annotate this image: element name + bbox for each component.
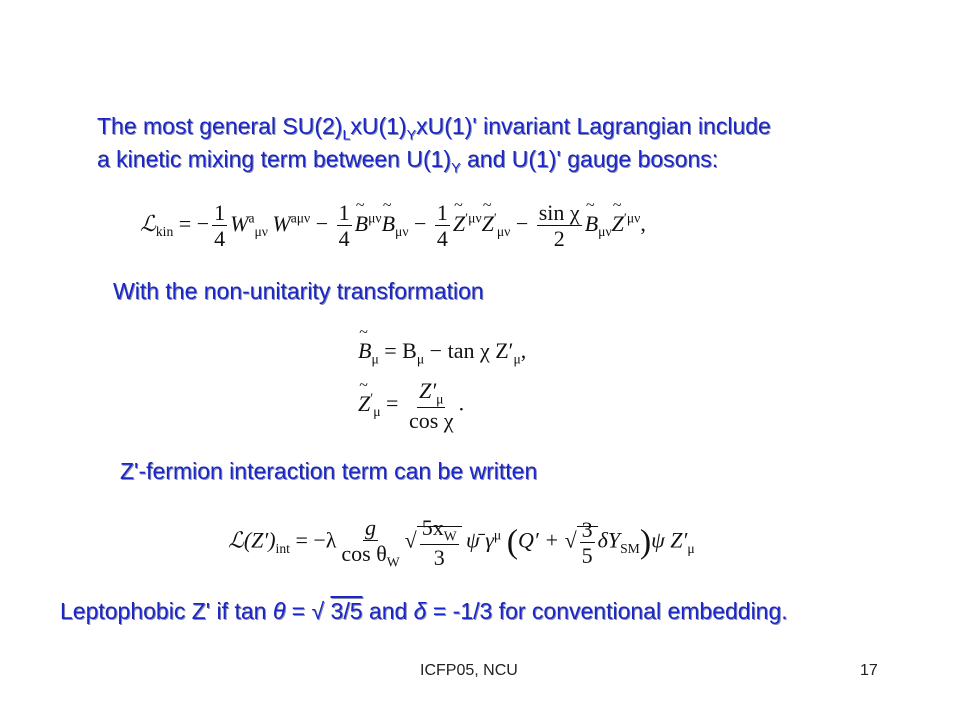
- intro-text: a kinetic mixing term between U(1): [97, 146, 452, 172]
- symbol: ~ Z: [482, 211, 494, 237]
- denominator: 4: [214, 226, 226, 252]
- denominator: 4: [338, 226, 350, 252]
- fraction: [580, 517, 595, 569]
- numerator: 1: [214, 200, 226, 225]
- numerator: [417, 378, 445, 408]
- symbol: ~ B: [355, 211, 368, 237]
- subscript: μ: [513, 351, 521, 367]
- numerator: [420, 515, 459, 545]
- operator: = −: [173, 210, 210, 236]
- statement-text: Leptophobic Z' if tan: [60, 598, 273, 624]
- subscript: μν: [598, 224, 612, 240]
- fraction: [407, 378, 456, 433]
- leptophobic-statement: [60, 598, 788, 625]
- fraction: [337, 200, 352, 252]
- sqrt-sign-icon: √: [404, 527, 417, 553]
- numerator: 3: [581, 516, 593, 542]
- operator: =: [380, 390, 404, 416]
- subscript: μν: [496, 224, 511, 240]
- symbol: ~ B: [382, 211, 395, 237]
- lagrangian-symbol: ℒ: [140, 210, 156, 236]
- subscript: μ: [416, 351, 425, 367]
- intro-line-1: [97, 113, 771, 144]
- sqrt-value: 3/5: [330, 598, 363, 624]
- subscript: μ: [687, 541, 695, 557]
- operator: = −λ: [289, 527, 337, 553]
- transform-equation-row-1: [358, 338, 526, 367]
- fraction: [212, 200, 227, 252]
- paren-close: ): [639, 523, 652, 561]
- subscript: μ: [371, 351, 379, 367]
- subscript: SM: [620, 541, 640, 557]
- fraction: [435, 200, 450, 252]
- expression: = B: [378, 338, 417, 363]
- superscript: μν: [368, 210, 382, 226]
- superscript: ′μν: [465, 210, 482, 226]
- punctuation: .: [458, 390, 465, 416]
- superscript: μ: [493, 527, 502, 543]
- expression: 5x: [421, 515, 444, 540]
- symbol: g: [365, 515, 377, 540]
- subscript: int: [275, 541, 290, 557]
- numerator: 1: [338, 200, 350, 225]
- subscript: kin: [155, 224, 174, 240]
- numerator: 1: [436, 200, 448, 225]
- transform-equation-row-2: [358, 378, 464, 433]
- interaction-heading: Z'-fermion interaction term can be written: [120, 458, 538, 484]
- sqrt-body: [577, 516, 598, 569]
- expression: − tan χ Z′: [424, 338, 514, 363]
- theta-symbol: θ: [272, 598, 286, 624]
- denominator: 5: [581, 543, 593, 569]
- fraction: [420, 515, 459, 570]
- operator: −: [310, 210, 334, 236]
- transform-heading: With the non-unitarity transformation: [113, 278, 484, 304]
- punctuation: ,: [520, 338, 527, 363]
- lagrangian-symbol: ℒ(Z′): [228, 527, 276, 553]
- subscript: μν: [254, 224, 268, 240]
- symbol: δY: [597, 527, 621, 553]
- expression: Q′ +: [518, 527, 565, 553]
- expression: cos θ: [341, 541, 387, 567]
- kinetic-lagrangian-equation: [140, 200, 646, 252]
- denominator: 2: [553, 226, 565, 252]
- intro-text: and U(1)' gauge bosons:: [460, 146, 719, 172]
- subscript: L: [342, 127, 351, 144]
- symbol: ~ B: [358, 338, 371, 364]
- symbol: ψ̄ γ: [466, 527, 494, 553]
- denominator: 4: [436, 226, 448, 252]
- superscript: a: [248, 210, 255, 226]
- symbol: W: [230, 210, 249, 236]
- denominator: cos χ: [408, 408, 454, 434]
- intro-line-2: [97, 146, 718, 177]
- symbol: ~ B: [585, 211, 598, 237]
- statement-text: = √: [285, 598, 331, 624]
- symbol: ~ Z: [453, 211, 465, 237]
- subscript: W: [386, 554, 400, 570]
- statement-text: and: [362, 598, 414, 624]
- page-number: 17: [860, 662, 878, 679]
- intro-text: xU(1): [350, 113, 407, 139]
- subscript: W: [443, 528, 457, 544]
- superscript: ′μν: [623, 210, 641, 226]
- sqrt-sign-icon: √: [564, 527, 577, 553]
- operator: −: [408, 210, 432, 236]
- symbol: W: [272, 210, 291, 236]
- subscript: μ: [436, 391, 444, 407]
- superscript: aμν: [290, 210, 311, 226]
- denominator: [339, 541, 401, 570]
- subscript: μ: [373, 404, 381, 420]
- symbol: ~ Z: [612, 211, 624, 237]
- operator: −: [510, 210, 534, 236]
- fraction: [339, 515, 401, 570]
- sqrt-body: [417, 515, 462, 571]
- numerator: [363, 515, 378, 541]
- expression: ψ Z′: [651, 527, 688, 553]
- fraction: [537, 200, 582, 252]
- subscript: Y: [451, 160, 461, 177]
- interaction-lagrangian-equation: [228, 515, 695, 570]
- subscript: μν: [395, 224, 409, 240]
- footer-source: ICFP05, NCU: [420, 662, 518, 679]
- delta-symbol: δ: [413, 598, 427, 624]
- paren-open: (: [506, 523, 519, 561]
- superscript: ′: [493, 210, 497, 226]
- intro-text: xU(1)' invariant Lagrangian include: [416, 113, 771, 139]
- numerator: sin χ: [538, 200, 580, 225]
- intro-text: The most general SU(2): [97, 113, 343, 139]
- punctuation: ,: [640, 210, 646, 236]
- symbol: ~ Z: [358, 391, 370, 417]
- subscript: Y: [406, 127, 417, 144]
- statement-text: = -1/3 for conventional embedding.: [426, 598, 788, 624]
- symbol: Z′: [419, 378, 437, 403]
- superscript: ′: [370, 390, 374, 406]
- denominator: 3: [433, 545, 445, 571]
